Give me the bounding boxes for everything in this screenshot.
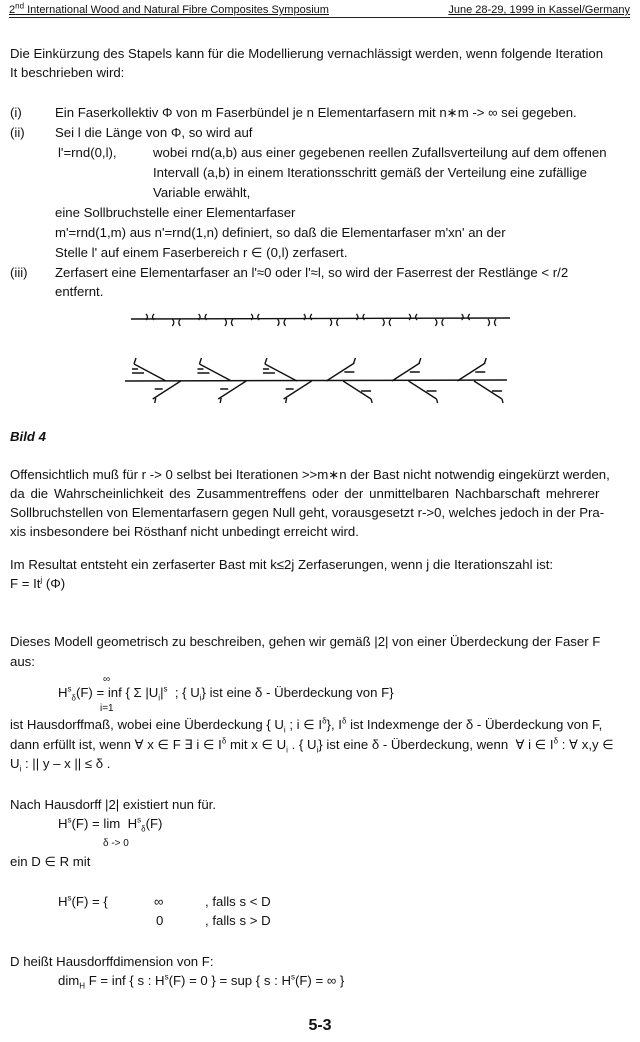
modell-line-2: aus:: [10, 654, 35, 669]
fiber-break-mark: [462, 314, 470, 320]
hausdorffmass-line-3: $U_i$ : || y – x || ≤ δ .: [10, 756, 111, 774]
hausdorff-measure-formula: $H^s_\delta(F)$ = inf { Σ $|U_i|^s$ ; { $U_i$} ist eine δ - Überdeckung von F}: [58, 684, 394, 703]
fiber-branch: [218, 381, 246, 403]
bottom-fiber-line: [125, 380, 507, 381]
case-lhs: $H^s(F)$ = {: [58, 893, 108, 909]
sum-lower-limit: i=1: [100, 703, 114, 714]
top-fiber-line: [131, 318, 510, 319]
limit-formula: $H^s(F) = \lim H^s_\delta(F)$: [58, 815, 163, 834]
case-1-condition: , falls s < D: [205, 894, 271, 909]
fiber-break-mark: [409, 314, 417, 320]
header-rule: [9, 17, 630, 18]
rnd-explanation-1: wobei rnd(a,b) aus einer gegebenen reellen Zufallsverteilung auf dem offenen: [153, 145, 607, 160]
fiber-break-mark: [172, 319, 180, 326]
hausdorffmass-line-2: dann erfüllt ist, wenn ∀ x ∈ F ∃ i ∈ $I^\delta$ mit x ∈ $U_i$ . { $U_i$} ist eine δ - Überdeckung, wenn ∀ i ∈ $I^\delta$ : ∀ x,y ∈: [10, 736, 614, 755]
para-offensichtlich-3: Sollbruchstellen von Elementarfasern gegen Null geht, vorausgesetzt r->0, welches jedoch in der Pra-: [10, 505, 605, 520]
fiber-break-mark: [488, 319, 496, 326]
intro-line-2: It beschrieben wird:: [10, 65, 125, 80]
fiber-break-mark: [278, 319, 286, 326]
rnd-formula: l'=rnd(0,l),: [58, 145, 117, 160]
fiber-branch: [457, 358, 486, 381]
case-2-condition: , falls s > D: [205, 913, 271, 928]
fiber-break-mark: [435, 319, 443, 326]
running-header: [9, 1, 630, 18]
fiber-break-mark: [356, 314, 364, 320]
fiber-branch: [284, 381, 312, 403]
fiber-branch: [326, 358, 355, 381]
item-text-ii: Sei l die Länge von Φ, so wird auf: [55, 125, 253, 140]
para-offensichtlich-4: xis insbesondere bei Rösthanf nicht unbedingt erreicht wird.: [10, 524, 359, 539]
fiber-branch: [409, 381, 438, 403]
dimension-line: D heißt Hausdorffdimension von F:: [10, 954, 214, 969]
item-ii-continuation-3: Stelle l' auf einem Faserbereich r ∈ (0,l) zerfasert.: [55, 245, 348, 260]
fiber-branch: [263, 358, 297, 381]
resultat-formula: $F = It^j$ (Φ): [10, 575, 66, 591]
figure-caption: Bild 4: [10, 429, 46, 444]
item-text-i: Ein Faserkollektiv Φ von m Faserbündel je n Elementarfasern mit n∗m -> ∞ sei gegeben.: [55, 105, 577, 120]
fiber-branch: [153, 381, 181, 403]
fiber-figure: [0, 295, 640, 415]
top-fiber-strand: [131, 318, 510, 319]
item-ii-continuation-1: eine Sollbruchstelle einer Elementarfaser: [55, 205, 296, 220]
rnd-explanation-3: Variable erwählt,: [153, 185, 251, 200]
item-text-iii-2: entfernt.: [55, 284, 104, 299]
rnd-explanation-2: Intervall (a,b) in einem Iterationsschritt gemäß der Verteilung eine zufällige: [153, 165, 587, 180]
fiber-branch: [132, 358, 166, 381]
fiber-break-mark: [383, 319, 391, 326]
item-label-iii: (iii): [10, 265, 28, 280]
para-offensichtlich-2: da die Wahrscheinlichkeit des Zusammentreffens oder der unmittelbaren Nachbarschaft mehrerer: [10, 486, 600, 501]
fiber-branch: [343, 381, 372, 403]
item-label-ii: (ii): [10, 125, 25, 140]
header-date-location: June 28-29, 1999 in Kassel/Germany: [448, 4, 630, 16]
limit-subscript: δ -> 0: [103, 838, 129, 849]
bottom-fiber-strand: [125, 380, 507, 381]
header-conference-title: 2nd International Wood and Natural Fibre Composites Symposium: [9, 1, 329, 16]
dimension-formula: dim$_H$ F = inf { s : $H^s(F) = 0$ } = sup { s : $H^s(F)$ = ∞ }: [58, 972, 345, 991]
resultat-line: Im Resultat entsteht ein zerfaserter Bast mit k≤2j Zerfaserungen, wenn j die Iterationszahl ist:: [10, 557, 554, 572]
case-1-value: ∞: [154, 894, 164, 909]
fiber-break-mark: [330, 319, 338, 326]
fiber-branch: [197, 358, 231, 381]
intro-line-1: Die Einkürzung des Stapels kann für die Modellierung vernachlässigt werden, wenn folgende Iteration: [10, 46, 604, 61]
item-ii-continuation-2: m'=rnd(1,m) aus n'=rnd(1,n) definiert, so daß die Elementarfaser m'xn' an der: [55, 225, 506, 240]
fiber-break-mark: [225, 319, 233, 326]
fiber-branch: [392, 358, 421, 381]
nach-hausdorff-line: Nach Hausdorff |2| existiert nun für.: [10, 797, 216, 812]
page-number: 5-3: [308, 1017, 332, 1034]
para-offensichtlich-1: Offensichtlich muß für r -> 0 selbst bei Iterationen >>m∗n der Bast nicht notwendig eingekürzt werden,: [10, 467, 610, 482]
item-label-i: (i): [10, 105, 22, 120]
sum-upper-limit: ∞: [103, 674, 111, 685]
hausdorffmass-line-1: ist Hausdorffmaß, wobei eine Überdeckung { $U_i$ ; i ∈ $I^\delta$}, $I^\delta$ ist Indexmenge der δ - Überdeckung von F,: [10, 716, 603, 735]
fiber-branch: [474, 381, 503, 403]
ein-d-line: ein D ∈ R mit: [10, 854, 91, 869]
modell-line-1: Dieses Modell geometrisch zu beschreiben, gehen wir gemäß |2| von einer Überdeckung der Faser F: [10, 634, 601, 649]
case-2-value: 0: [156, 913, 164, 928]
item-text-iii: Zerfasert eine Elementarfaser an l'≈0 oder l'≈l, so wird der Faserrest der Restlänge < r/2: [55, 265, 569, 280]
